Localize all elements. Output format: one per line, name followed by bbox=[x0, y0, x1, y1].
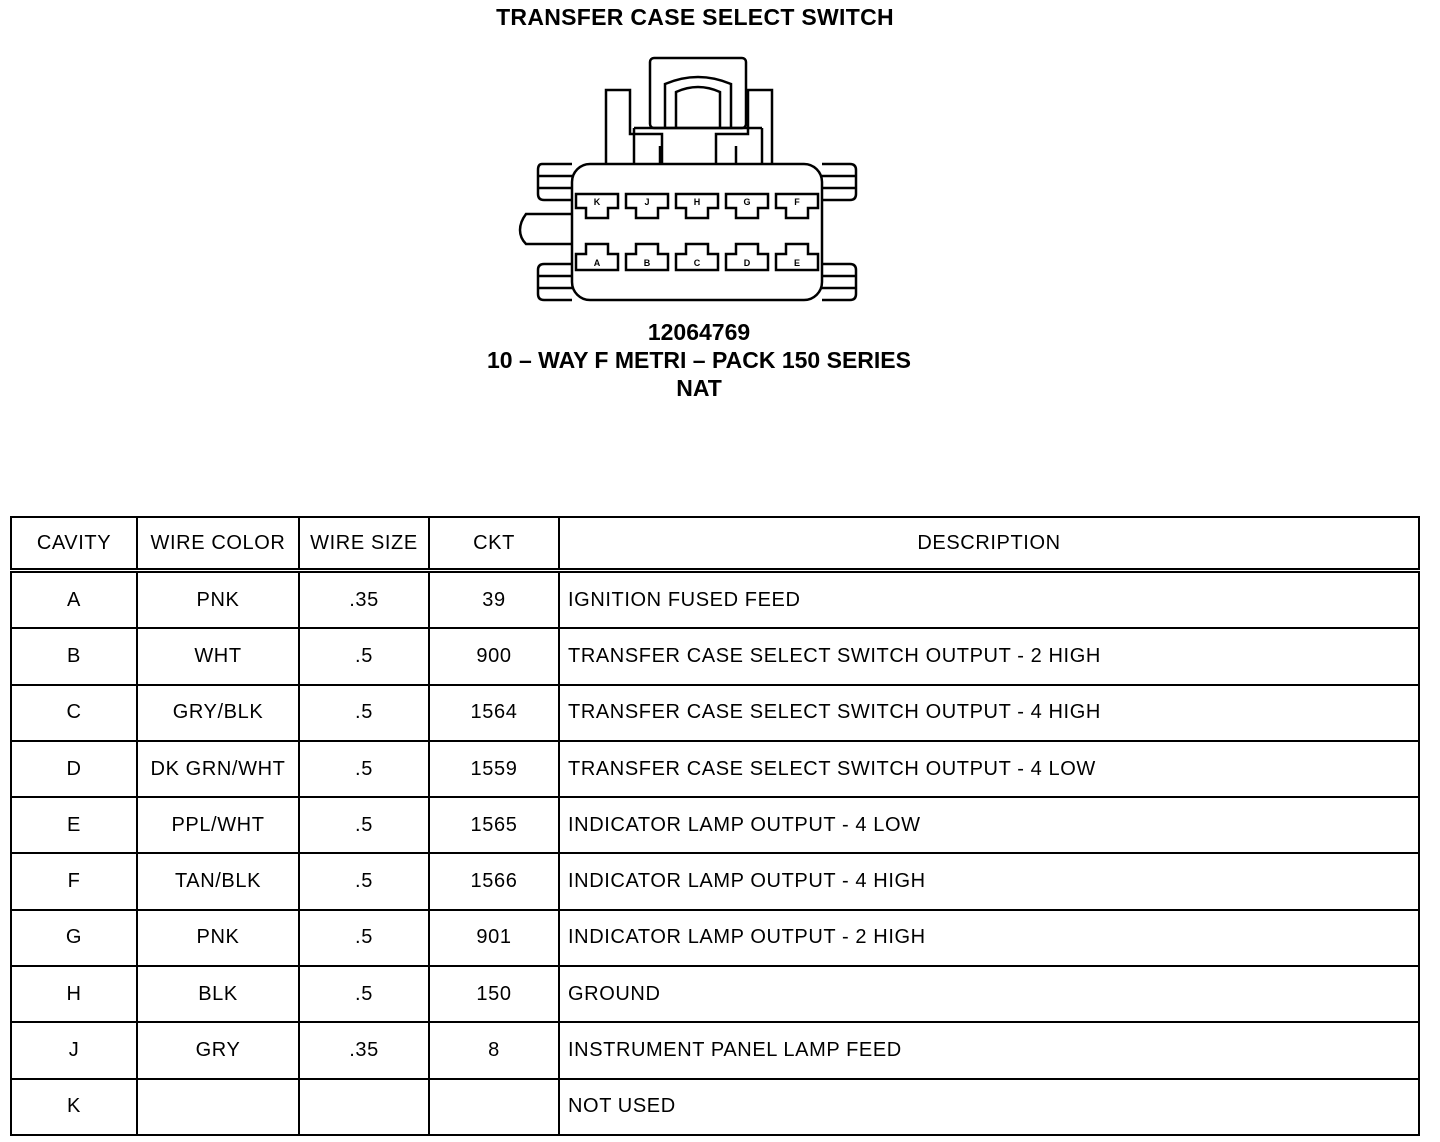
cell-cavity: A bbox=[11, 571, 137, 629]
cell-description: INDICATOR LAMP OUTPUT - 2 HIGH bbox=[559, 910, 1419, 966]
cell-ckt bbox=[429, 1079, 559, 1135]
cell-wire-color: DK GRN/WHT bbox=[137, 741, 299, 797]
cavity-G bbox=[726, 194, 768, 218]
cavity-A bbox=[576, 244, 618, 270]
table-header-row bbox=[11, 517, 1419, 571]
cell-description: INDICATOR LAMP OUTPUT - 4 HIGH bbox=[559, 853, 1419, 909]
header-description: DESCRIPTION bbox=[559, 517, 1419, 571]
cell-cavity: C bbox=[11, 685, 137, 741]
table-row bbox=[11, 797, 1419, 853]
cell-wire-color: PNK bbox=[137, 910, 299, 966]
cell-cavity: B bbox=[11, 628, 137, 684]
cell-wire-color: GRY/BLK bbox=[137, 685, 299, 741]
cell-ckt: 1566 bbox=[429, 853, 559, 909]
connector-type: 10 – WAY F METRI – PACK 150 SERIES bbox=[487, 347, 911, 373]
cell-wire-size bbox=[299, 1079, 429, 1135]
cell-description: IGNITION FUSED FEED bbox=[559, 571, 1419, 629]
cavity-G-label: G bbox=[743, 197, 751, 207]
cavity-A-label: A bbox=[593, 258, 601, 268]
cell-wire-size: .5 bbox=[299, 685, 429, 741]
cavity-F-label: F bbox=[794, 197, 800, 207]
cell-ckt: 900 bbox=[429, 628, 559, 684]
cell-description: TRANSFER CASE SELECT SWITCH OUTPUT - 4 LOW bbox=[559, 741, 1419, 797]
cell-ckt: 1565 bbox=[429, 797, 559, 853]
header-wire-color: WIRE COLOR bbox=[137, 517, 299, 571]
cell-cavity: E bbox=[11, 797, 137, 853]
cell-wire-color: WHT bbox=[137, 628, 299, 684]
cell-wire-size: .35 bbox=[299, 1022, 429, 1078]
table-row bbox=[11, 685, 1419, 741]
cavity-H-label: H bbox=[693, 197, 701, 207]
cell-cavity: F bbox=[11, 853, 137, 909]
cell-wire-size: .5 bbox=[299, 628, 429, 684]
cell-cavity: G bbox=[11, 910, 137, 966]
cavity-B-label: B bbox=[643, 258, 651, 268]
cell-description: INSTRUMENT PANEL LAMP FEED bbox=[559, 1022, 1419, 1078]
table-row bbox=[11, 741, 1419, 797]
connector-body bbox=[572, 164, 822, 300]
cell-wire-color: BLK bbox=[137, 966, 299, 1022]
table-row bbox=[11, 1079, 1419, 1135]
table-row bbox=[11, 853, 1419, 909]
cell-wire-color bbox=[137, 1079, 299, 1135]
cell-wire-color: GRY bbox=[137, 1022, 299, 1078]
cavity-C bbox=[676, 244, 718, 270]
table-row bbox=[11, 910, 1419, 966]
cell-ckt: 1564 bbox=[429, 685, 559, 741]
cell-wire-size: .5 bbox=[299, 741, 429, 797]
table-row bbox=[11, 966, 1419, 1022]
cell-cavity: K bbox=[11, 1079, 137, 1135]
cell-wire-size: .5 bbox=[299, 966, 429, 1022]
header-ckt: CKT bbox=[429, 517, 559, 571]
diagram-title: TRANSFER CASE SELECT SWITCH bbox=[496, 4, 894, 30]
cavity-C-label: C bbox=[693, 258, 701, 268]
cell-wire-size: .5 bbox=[299, 853, 429, 909]
cell-wire-color: TAN/BLK bbox=[137, 853, 299, 909]
header-wire-size: WIRE SIZE bbox=[299, 517, 429, 571]
cell-ckt: 39 bbox=[429, 571, 559, 629]
cell-ckt: 901 bbox=[429, 910, 559, 966]
cavity-B bbox=[626, 244, 668, 270]
cell-ckt: 1559 bbox=[429, 741, 559, 797]
connector-illustration bbox=[510, 52, 870, 312]
cell-wire-size: .5 bbox=[299, 797, 429, 853]
cell-description: TRANSFER CASE SELECT SWITCH OUTPUT - 2 HIGH bbox=[559, 628, 1419, 684]
cell-wire-color: PPL/WHT bbox=[137, 797, 299, 853]
pinout-table bbox=[10, 516, 1420, 1136]
cell-description: TRANSFER CASE SELECT SWITCH OUTPUT - 4 HIGH bbox=[559, 685, 1419, 741]
cavity-D bbox=[726, 244, 768, 270]
table-row bbox=[11, 628, 1419, 684]
cavity-H bbox=[676, 194, 718, 218]
cavity-J-label: J bbox=[644, 197, 650, 207]
cavity-F bbox=[776, 194, 818, 218]
part-number: 12064769 bbox=[647, 319, 751, 345]
cell-description: NOT USED bbox=[559, 1079, 1419, 1135]
connector-latch bbox=[606, 58, 772, 164]
cell-wire-size: .5 bbox=[299, 910, 429, 966]
cavity-K bbox=[576, 194, 618, 218]
cell-ckt: 150 bbox=[429, 966, 559, 1022]
cell-description: GROUND bbox=[559, 966, 1419, 1022]
cavity-K-label: K bbox=[593, 197, 601, 207]
cell-wire-color: PNK bbox=[137, 571, 299, 629]
connector-flanges bbox=[520, 164, 856, 300]
cell-cavity: D bbox=[11, 741, 137, 797]
cavity-D-label: D bbox=[743, 258, 751, 268]
cell-wire-size: .35 bbox=[299, 571, 429, 629]
cavity-E bbox=[776, 244, 818, 270]
cell-description: INDICATOR LAMP OUTPUT - 4 LOW bbox=[559, 797, 1419, 853]
header-cavity: CAVITY bbox=[11, 517, 137, 571]
connector-color: NAT bbox=[676, 375, 722, 401]
table-row bbox=[11, 1022, 1419, 1078]
cell-ckt: 8 bbox=[429, 1022, 559, 1078]
cell-cavity: J bbox=[11, 1022, 137, 1078]
cavity-E-label: E bbox=[793, 258, 801, 268]
cell-cavity: H bbox=[11, 966, 137, 1022]
table-row bbox=[11, 571, 1419, 629]
cavity-J bbox=[626, 194, 668, 218]
